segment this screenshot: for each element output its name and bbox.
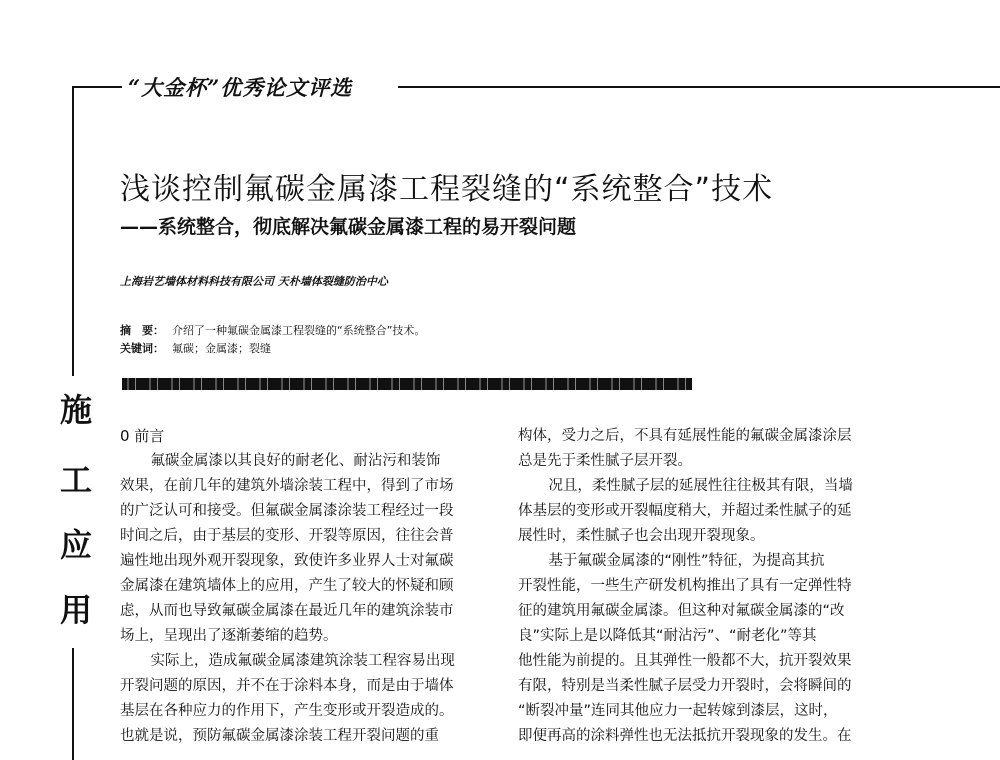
text-line: 开裂问题的原因，并不在于涂料本身，而是由于墙体 [120,678,454,694]
header-rule-right [398,86,1000,88]
frame-vertical-bottom [72,648,74,760]
keywords-text: 氟碳；金属漆；裂缝 [172,342,271,355]
text-line: 展性时，柔性腻子也会出现开裂现象。 [518,528,765,544]
side-label-char: 施 [60,391,93,429]
text-line: 效果，在前几年的建筑外墙涂装工程中，得到了市场 [120,478,454,494]
right-column-body [518,424,853,749]
text-line: 征的建筑用氟碳金属漆。但这种对氟碳金属漆的“改 [518,603,845,619]
text-line: 基层在各种应力的作用下，产生变形或开裂造成的。 [120,703,454,719]
left-column [120,424,455,749]
text-line: 氟碳金属漆以其良好的耐老化、耐沾污和装饰 [150,453,441,469]
text-line: 场上，呈现出了逐渐萎缩的趋势。 [120,628,338,644]
text-line: 他性能为前提的。且其弹性一般都不大，抗开裂效果 [518,653,852,669]
abstract-line [120,322,425,338]
text-line: 遍性地出现外观开裂现象，致使许多业界人士对氟碳 [120,553,454,569]
text-line: 时间之后，由于基层的变形、开裂等原因，往往会普 [120,528,454,544]
text-line: 金属漆在建筑墙体上的应用，产生了较大的怀疑和顾 [120,578,454,594]
text-line: 虑，从而也导致氟碳金属漆在最近几年的建筑涂装市 [120,603,454,619]
text-line: 基于氟碳金属漆的“刚性”特征，为提高其抗 [548,553,825,569]
text-line: 体基层的变形或开裂幅度稍大，并超过柔性腻子的延 [518,503,852,519]
text-line: 也就是说，预防氟碳金属漆涂装工程开裂问题的重 [120,728,439,744]
article-subtitle: ——系统整合，彻底解决氟碳金属漆工程的易开裂问题 [120,216,577,238]
text-line: “断裂冲量”连同其他应力一起转嫁到漆层，这时， [518,703,838,719]
abstract-label: 摘 要： [120,324,164,337]
section-heading: 0 前言 [120,427,165,445]
frame-vertical-top [72,86,74,376]
side-label-char: 工 [60,461,93,499]
text-line: 即便再高的涂料弹性也无法抵抗开裂现象的发生。在 [518,728,852,744]
text-line: 总是先于柔性腻子层开裂。 [518,453,692,469]
left-column-body [120,449,455,749]
keywords-label: 关键词： [120,342,164,355]
text-line: 开裂性能，一些生产研发机构推出了具有一定弹性特 [518,578,852,594]
keywords-line [120,340,271,356]
article-title: 浅谈控制氟碳金属漆工程裂缝的“系统整合”技术 [120,172,774,207]
text-line: 实际上，造成氟碳金属漆建筑涂装工程容易出现 [150,653,455,669]
series-title: “大金杯”优秀论文评选 [128,75,353,100]
text-line: 的广泛认可和接受。但氟碳金属漆涂装工程经过一段 [120,503,454,519]
header-rule-left [72,86,122,88]
affiliation: 上海岩艺墙体材料科技有限公司 天朴墙体裂缝防治中心 [120,275,388,288]
text-line: 构体，受力之后，不具有延展性能的氟碳金属漆涂层 [518,428,852,444]
text-line: 况且，柔性腻子层的延展性往往极其有限，当墙 [548,478,853,494]
text-line: 有限，特别是当柔性腻子层受力开裂时，会将瞬间的 [518,678,852,694]
decorative-band [122,378,692,390]
right-column [518,424,853,749]
abstract-text: 介绍了一种氟碳金属漆工程裂缝的“系统整合”技术。 [172,324,426,337]
side-label-char: 用 [60,591,93,629]
text-line: 良”实际上是以降低其“耐沾污”、“耐老化”等其 [518,628,817,644]
side-label-char: 应 [60,526,93,564]
